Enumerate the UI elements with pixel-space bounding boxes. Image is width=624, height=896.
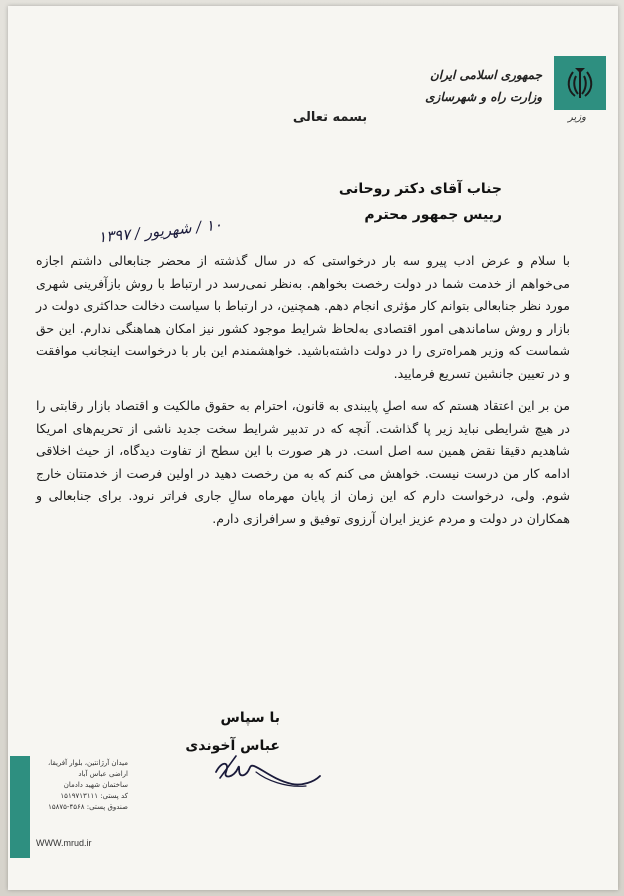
addressee-block [202,176,502,228]
signatory-name: عباس آخوندی [185,738,280,754]
ministry-website: WWW.mrud.ir [36,838,92,848]
iran-emblem-icon [554,56,606,110]
body-paragraph-2: من بر این اعتقاد هستم که سه اصلِ پایبندی به قانون، احترام به حقوق مالکیت و اقتصاد بازار رقابتی را در هیچ شرایطی نباید زیر پا گذاشت. آنچه که در تدبیر شرایط سخت جدید ناشی از تحریم‌های امریکا شاهدیم دقیقا نقض همین سه اصل است. در هر صورت با این سطح از تفاوت دیدگاه، از حیث اخلاقی ادامه کار من درست نیست. خواهش می کنم که به من رخصت دهید در اولین فرصت از خدمتتان خارج شوم. ولی، درخواست دارم که این زمان از پایان مهرماه سالِ جاری فراتر نرود. برای جنابعالی و همکاران در دولت و مردم عزیز ایران آرزوی توفیق و سرافرازی دارم. [36,398,570,526]
addressee-name: جناب آقای دکتر روحانی [338,181,502,197]
contact-line-2: اراضی عباس آباد [78,770,128,778]
contact-line-3: ساختمان شهید دادمان [63,781,128,789]
body-paragraph-1: با سلام و عرض ادب پیرو سه بار درخواستی که در سال گذشته از محضر جنابعالی داشتم اجازه می‌خواهم از خدمت شما در دولت رخصت بخواهم. به‌نظر نمی‌رسد در ارتباط با روش بازآفرینی شهری مورد نظر جنابعالی بتوانم کار مؤثری انجام دهم. همچنین، در ارتباط با سیاست دخالت حداکثری دولت در بازار و روش ساماندهی امور اقتصادی به‌لحاظ شرایط موجود کشور نیز امکان هماهنگی ندارم. این حق شماست که وزیر همراه‌تری را در دولت داشته‌باشید. خواهشمندم این بار با درخواست اینجانب موافقت و در تعیین جانشین تسریع فرمایید. [36,253,570,381]
letterhead-organization [402,64,542,108]
org-line-country: جمهوری اسلامی ایران [429,68,542,82]
org-line-ministry: وزارت راه و شهرسازی [425,90,542,104]
contact-address [36,758,128,813]
contact-line-1: میدان آرژانتین، بلوار آفریقا، [48,759,128,767]
basmala-heading: بسمه تعالی [292,110,368,125]
handwritten-signature [196,742,326,798]
closing-thanks: با سپاس [220,710,280,726]
handwritten-date: ۱۰ / شهریور / ۱۳۹۷ [97,215,223,247]
letter-body [36,250,570,530]
contact-po-box: صندوق پستی: ۴۵۶۸-۱۵۸۷۵ [48,803,128,811]
letterhead-accent-bar [10,756,30,858]
minister-label: وزیر [568,112,586,123]
contact-postal-code: کد پستی: ۱۵۱۹۷۱۳۱۱۱ [60,792,128,800]
addressee-title: رییس جمهور محترم [364,207,502,223]
